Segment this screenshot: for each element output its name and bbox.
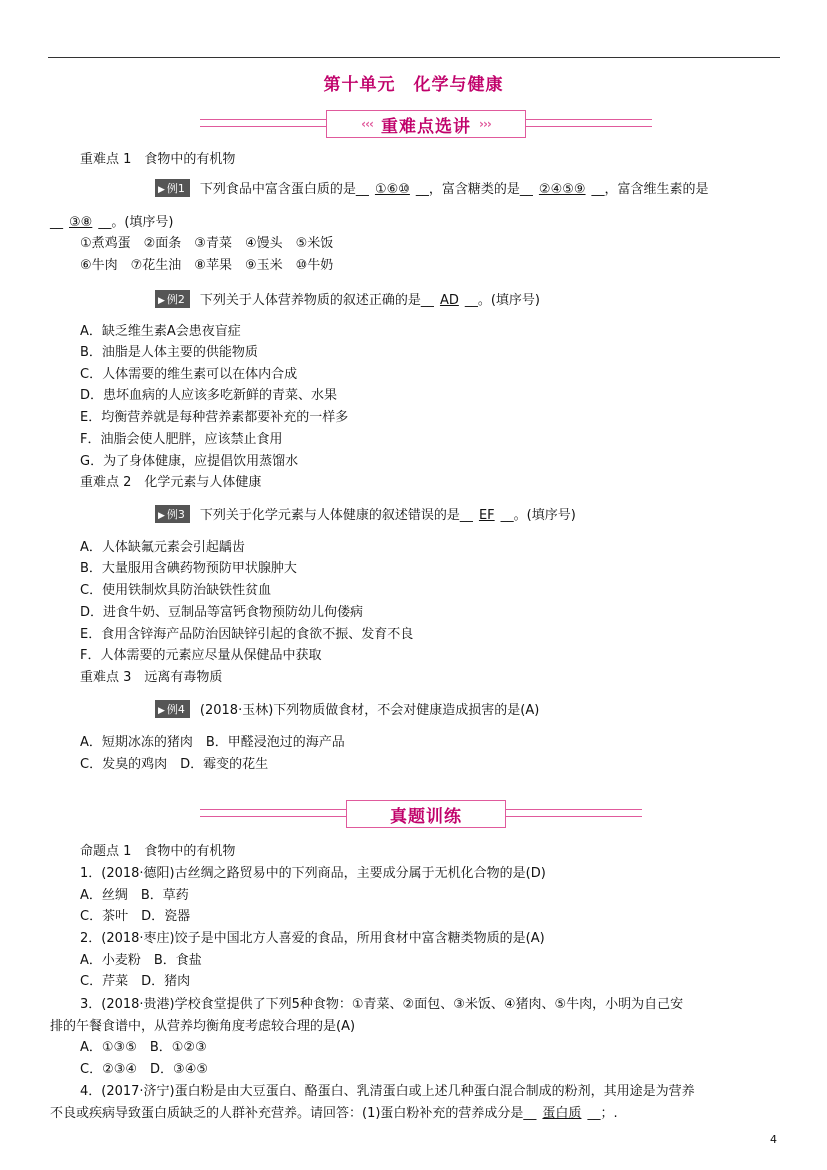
page-number: 4 [770,1133,777,1146]
question-4: 4．(2017·济宁)蛋白粉是由大豆蛋白、酪蛋白、乳清蛋白或上述几种蛋白混合制成的粉剂，其用途是为营养 [80,1084,695,1099]
banner-title: 真题训练 [390,806,462,827]
answer: AD [439,293,459,308]
option: F．人体需要的元素应尽量从保健品中获取 [80,648,322,663]
section-banner-key-points [200,110,652,140]
answer-3: ③⑧ [69,215,93,230]
play-icon: ▶ [158,706,165,716]
section-banner-exam-practice [200,800,652,830]
play-icon: ▶ [158,511,165,521]
option: C．②③④ D．③④⑤ [80,1062,209,1077]
option: F．油脂会使人肥胖，应该禁止食用 [80,432,283,447]
answer: 蛋白质 [542,1106,582,1121]
question-3: 3．(2018·贵港)学校食堂提供了下列5种食物：①青菜、②面包、③米饭、④猪肉、⑤牛肉，小明为自己安 [80,997,684,1012]
key-point-2: 重难点 2 化学元素与人体健康 [80,475,262,490]
example-1-options-1: ①煮鸡蛋 ②面条 ③青菜 ④馒头 ⑤米饭 [80,236,334,251]
question-2: 2．(2018·枣庄)饺子是中国北方人喜爱的食品，所用食材中富含糖类物质的是(A) [80,931,545,946]
option: C．发臭的鸡肉 D．霉变的花生 [80,757,269,772]
option: E．均衡营养就是每种营养素都要补充的一样多 [80,410,349,425]
chevron-right-icon: ››› [479,117,491,131]
play-icon: ▶ [158,185,165,195]
key-point-3: 重难点 3 远离有毒物质 [80,670,223,685]
question-3-cont: 排的午餐食谱中，从营养均衡角度考虑较合理的是(A) [50,1019,356,1034]
option: A．短期冰冻的猪肉 B．甲醛浸泡过的海产品 [80,735,345,750]
banner-title: 重难点选讲 [381,116,471,137]
option: A．丝绸 B．草药 [80,888,189,903]
option: D．患坏血病的人应该多吃新鲜的青菜、水果 [80,388,338,403]
example-tag: ▶ 例2 [155,290,190,308]
example-1-cont: __ ③⑧ __。(填序号) [50,215,174,230]
option: A．缺乏维生素A会患夜盲症 [80,324,241,339]
example-1-options-2: ⑥牛肉 ⑦花生油 ⑧苹果 ⑨玉米 ⑩牛奶 [80,258,334,273]
option: G．为了身体健康，应提倡饮用蒸馏水 [80,454,299,469]
answer: EF [478,508,495,523]
example-tag: ▶ 例1 [155,179,190,197]
page-title: 第十单元 化学与健康 [323,75,504,95]
option: E．食用含锌海产品防治因缺锌引起的食欲不振、发育不良 [80,627,414,642]
option: A．人体缺氟元素会引起龋齿 [80,540,245,555]
example-tag: ▶ 例4 [155,700,190,718]
key-point-1: 重难点 1 食物中的有机物 [80,152,236,167]
play-icon: ▶ [158,296,165,306]
option: C．使用铁制炊具防治缺铁性贫血 [80,583,272,598]
option: D．进食牛奶、豆制品等富钙食物预防幼儿佝偻病 [80,605,364,620]
option: C．人体需要的维生素可以在体内合成 [80,367,298,382]
option: B．油脂是人体主要的供能物质 [80,345,258,360]
option: A．①③⑤ B．①②③ [80,1040,207,1055]
example-4: ▶ 例4 (2018·玉林)下列物质做食材，不会对健康造成损害的是(A) [155,699,539,718]
question-4-cont: 不良或疾病导致蛋白质缺乏的人群补充营养。请回答：(1)蛋白粉补充的营养成分是__ 蛋白质 __；. [50,1106,618,1121]
option: A．小麦粉 B．食盐 [80,953,202,968]
answer-1: ①⑥⑩ [374,182,410,197]
example-tag: ▶ 例3 [155,505,190,523]
chevron-left-icon: ‹‹‹ [361,117,373,131]
example-3: ▶ 例3 下列关于化学元素与人体健康的叙述错误的是__ EF __。(填序号) [155,504,576,523]
exam-point-1: 命题点 1 食物中的有机物 [80,844,236,859]
question-1: 1．(2018·德阳)古丝绸之路贸易中的下列商品，主要成分属于无机化合物的是(D) [80,866,546,881]
answer-2: ②④⑤⑨ [538,182,586,197]
option: B．大量服用含碘药物预防甲状腺肿大 [80,561,297,576]
option: C．茶叶 D．瓷器 [80,909,191,924]
example-2: ▶ 例2 下列关于人体营养物质的叙述正确的是__ AD __。(填序号) [155,289,540,308]
example-1: ▶ 例1 下列食品中富含蛋白质的是__ ①⑥⑩ __，富含糖类的是__ ②④⑤⑨ __，富含维生素的是 [155,178,709,197]
option: C．芹菜 D．猪肉 [80,974,191,989]
header-rule [48,57,780,58]
